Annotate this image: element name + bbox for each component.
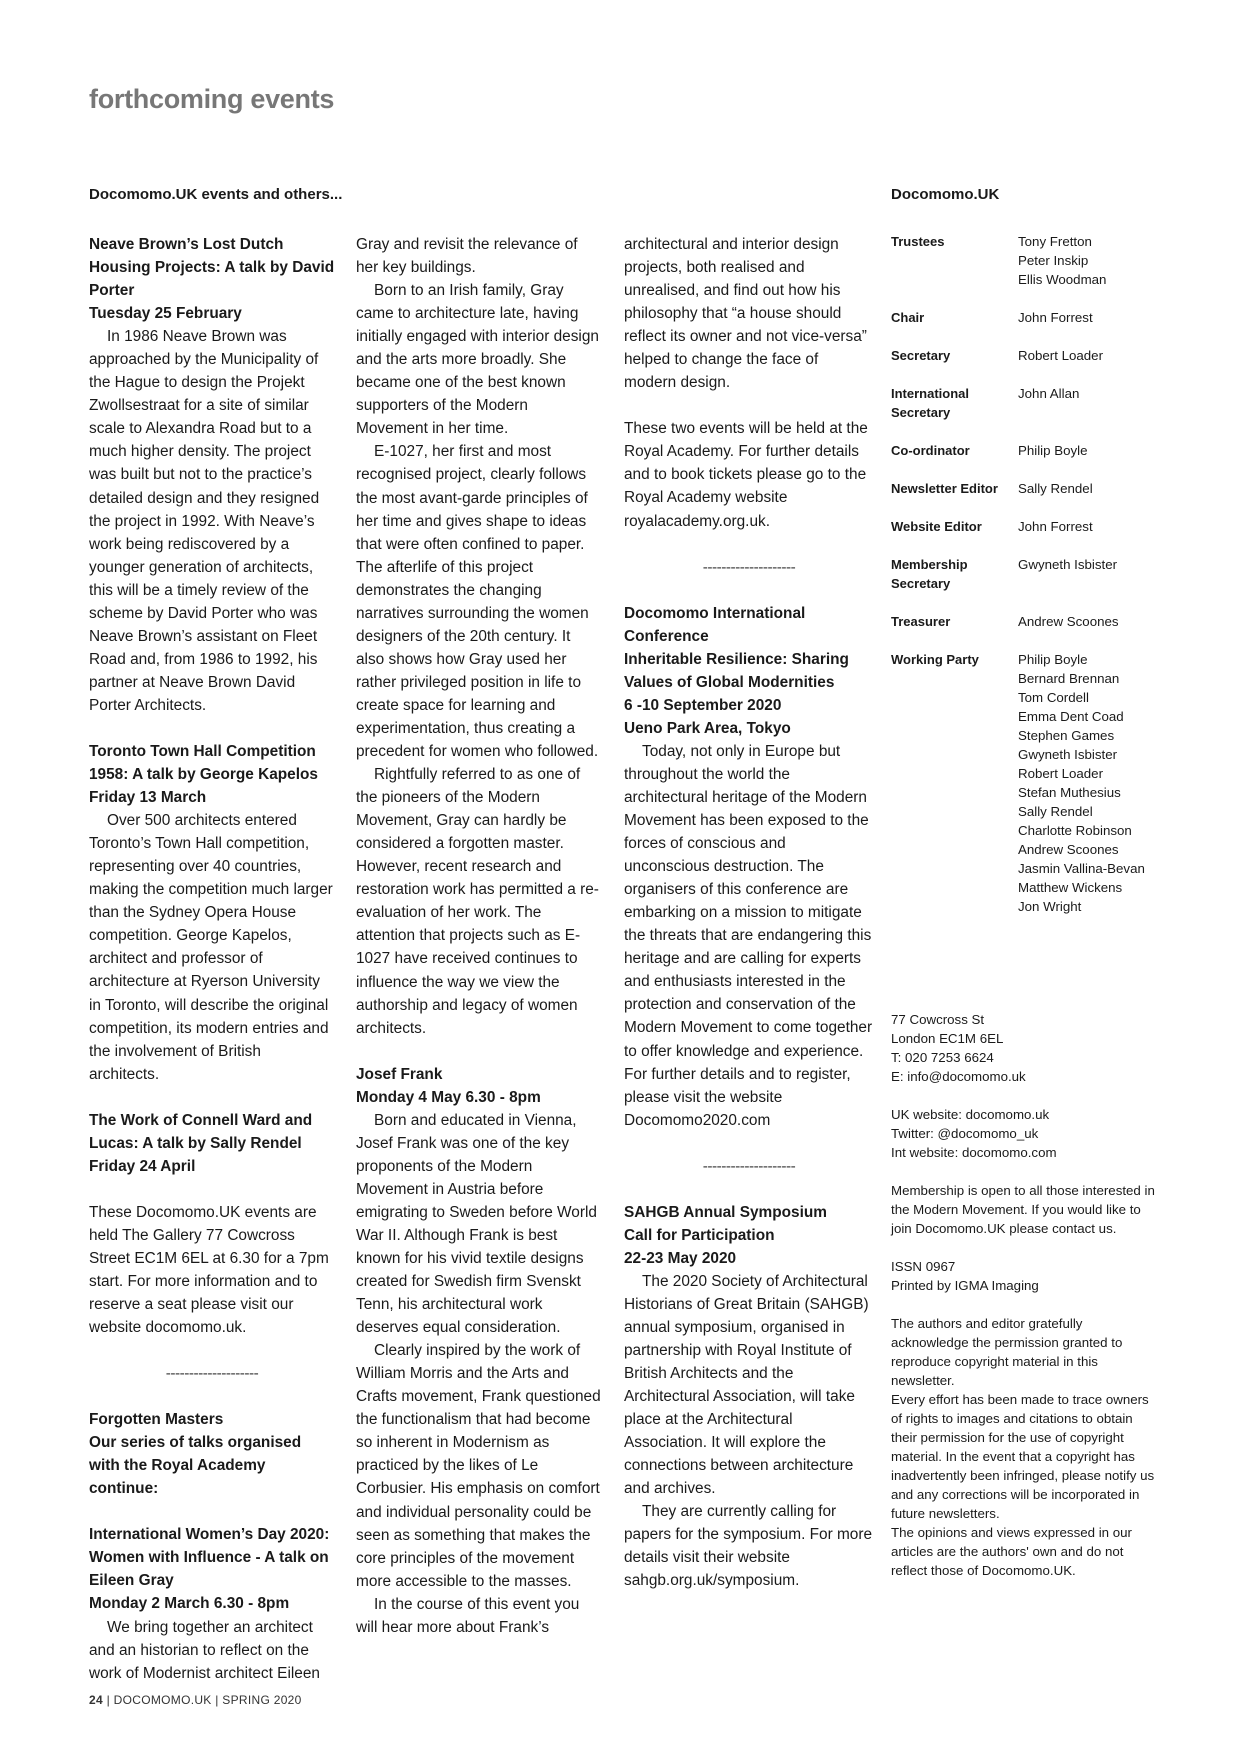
committee-row <box>891 384 1171 422</box>
role-name: Chair <box>891 310 925 325</box>
person-name: Tom Cordell <box>1018 690 1089 705</box>
role-people <box>1018 555 1171 593</box>
divider: -------------------- <box>702 1157 796 1175</box>
role-people <box>1018 346 1171 365</box>
person-name: Sally Rendel <box>1018 804 1093 819</box>
page-number: 24 <box>89 1693 103 1707</box>
event-body: We bring together an architect and an historian to reflect on the work of Modernist architect Eileen <box>89 1618 320 1682</box>
person-name: Sally Rendel <box>1018 481 1093 496</box>
committee-row <box>891 308 1171 327</box>
event-title: International Women’s Day 2020: Women with Influence - A talk on Eileen Gray <box>89 1526 330 1590</box>
venue-note: These Docomomo.UK events are held The Gallery 77 Cowcross Street EC1M 6EL at 6.30 for a 7pm start. For more information and to reserve a seat please visit our website docomomo.uk. <box>89 1203 329 1337</box>
committee-row <box>891 479 1171 498</box>
disclaimer: The opinions and views expressed in our articles are the authors' own and do not reflect those of Docomomo.UK. <box>891 1525 1132 1578</box>
page-footer <box>89 1693 302 1707</box>
twitter-handle: Twitter: @docomomo_uk <box>891 1126 1039 1141</box>
role-people <box>1018 612 1171 631</box>
role-name: Newsletter Editor <box>891 481 998 496</box>
page-title: forthcoming events <box>89 84 335 114</box>
person-name: Stefan Muthesius <box>1018 785 1121 800</box>
person-name: Bernard Brennan <box>1018 671 1120 686</box>
event-body: Over 500 architects entered Toronto’s Town Hall competition, representing over 40 countries, making the competition much larger than the Sydney Opera House competition. George Kapelos, architect and professor of architecture at Ryerson University in Toronto, will describe the original competition, its modern entries and the involvement of British architects. <box>89 812 333 1083</box>
event-date: Monday 2 March 6.30 - 8pm <box>89 1595 290 1613</box>
issn: ISSN 0967 <box>891 1259 956 1274</box>
event-body: E-1027, her first and most recognised project, clearly follows the most avant-garde principles of her time and gives shape to ideas that were often confined to paper. The afterlife of this project demonstrates the changing narratives surrounding the women designers of the 20th century. It also shows how Gray used her rather privileged position in life to create space for learning and experimentation, thus creating a precedent for women who followed. <box>356 443 599 761</box>
person-name: John Forrest <box>1018 310 1093 325</box>
role-name: International Secretary <box>891 386 970 420</box>
committee-row <box>891 232 1171 289</box>
committee-row <box>891 650 1171 916</box>
role-people <box>1018 517 1171 536</box>
divider: -------------------- <box>165 1365 259 1383</box>
person-name: Robert Loader <box>1018 348 1104 363</box>
event-date: Friday 13 March <box>89 789 207 807</box>
role-name: Working Party <box>891 652 979 667</box>
event-body: Clearly inspired by the work of William Morris and the Arts and Crafts movement, Frank questioned the functionalism that had become so inherent in Modernism as practiced by the likes of Le Corbusier. His emphasis on comfort and individual personality could be seen as something that makes the core principles of the movement more accessible to the masses. <box>356 1342 601 1590</box>
person-name: John Allan <box>1018 386 1080 401</box>
divider: -------------------- <box>702 558 796 576</box>
address-line: 77 Cowcross St <box>891 1012 985 1027</box>
event-body: These two events will be held at the Royal Academy. For further details and to book tickets please go to the Royal Academy website royalacademy.org.uk. <box>624 420 868 530</box>
event-location: Ueno Park Area, Tokyo <box>624 719 791 737</box>
events-column-3 <box>624 233 874 1593</box>
event-body: They are currently calling for papers for the symposium. For more details visit their website sahgb.org.uk/symposium. <box>624 1503 873 1590</box>
event-title: Toronto Town Hall Competition 1958: A talk by George Kapelos <box>89 742 318 784</box>
role-name: Website Editor <box>891 519 982 534</box>
event-title: Josef Frank <box>356 1065 443 1083</box>
person-name: Peter Inskip <box>1018 253 1089 268</box>
membership-note: Membership is open to all those interested in the Modern Movement. If you would like to join Docomomo.UK please contact us. <box>891 1183 1155 1236</box>
role-name: Secretary <box>891 348 951 363</box>
series-subtitle: Our series of talks organised with the Royal Academy continue: <box>89 1434 302 1498</box>
event-body: architectural and interior design projects, both realised and unrealised, and find out how his philosophy that “a house should reflect its owner and not vice-versa” helped to change the face of modern design. <box>624 236 867 392</box>
person-name: Jasmin Vallina-Bevan <box>1018 861 1145 876</box>
person-name: Andrew Scoones <box>1018 614 1119 629</box>
person-name: Philip Boyle <box>1018 652 1088 667</box>
committee-row <box>891 517 1171 536</box>
event-date: 6 -10 September 2020 <box>624 696 782 714</box>
email: E: info@docomomo.uk <box>891 1069 1026 1084</box>
event-title: SAHGB Annual Symposium <box>624 1203 827 1221</box>
person-name: Ellis Woodman <box>1018 272 1107 287</box>
role-name: Co-ordinator <box>891 443 970 458</box>
committee-list <box>891 232 1171 935</box>
contact-info <box>891 1010 1161 1580</box>
events-column-2 <box>356 233 602 1639</box>
series-title: Forgotten Masters <box>89 1411 224 1429</box>
phone: T: 020 7253 6624 <box>891 1050 994 1065</box>
address-line: London EC1M 6EL <box>891 1031 1004 1046</box>
role-name: Trustees <box>891 234 945 249</box>
event-body: Today, not only in Europe but throughout the world the architectural heritage of the Modern Movement has been exposed to the forces of conscious and unconscious destruction. The organisers of this conference are embarking on a mission to mitigate the threats that are endangering this heritage and are calling for experts and enthusiasts interested in the protection and conservation of the Modern Movement to come together to offer knowledge and experience. <box>624 742 873 1060</box>
role-people <box>1018 308 1171 327</box>
role-name: Membership Secretary <box>891 557 968 591</box>
event-body: Born to an Irish family, Gray came to architecture late, having initially engaged with interior design and the arts more broadly. She became one of the best known supporters of the Modern Movement in her time. <box>356 282 599 438</box>
event-body: Born and educated in Vienna, Josef Frank was one of the key proponents of the Modern Movement in Austria before emigrating to Sweden before World War II. Although Frank is best known for his vivid textile designs created for Swedish firm Svenskt Tenn, his architectural work deserves equal consideration. <box>356 1111 597 1337</box>
role-name: Treasurer <box>891 614 951 629</box>
person-name: John Forrest <box>1018 519 1093 534</box>
person-name: Philip Boyle <box>1018 443 1088 458</box>
printer: Printed by IGMA Imaging <box>891 1278 1039 1293</box>
committee-row <box>891 441 1171 460</box>
acknowledgement: The authors and editor gratefully acknowledge the permission granted to reproduce copyright material in this newsletter. <box>891 1316 1123 1388</box>
event-body: For further details and to register, please visit the website Docomomo2020.com <box>624 1065 851 1129</box>
committee-row <box>891 346 1171 365</box>
event-title: Docomomo International Conference <box>624 604 806 645</box>
person-name: Emma Dent Coad <box>1018 709 1124 724</box>
int-website: Int website: docomomo.com <box>891 1145 1057 1160</box>
event-subtitle: Inheritable Resilience: Sharing Values of Global Modernities <box>624 650 849 691</box>
event-date: Monday 4 May 6.30 - 8pm <box>356 1088 541 1106</box>
events-column-header: Docomomo.UK events and others... <box>89 186 343 203</box>
committee-row <box>891 612 1171 631</box>
role-people <box>1018 441 1171 460</box>
event-date: Tuesday 25 February <box>89 305 242 323</box>
role-people <box>1018 650 1171 916</box>
person-name: Tony Fretton <box>1018 234 1092 249</box>
person-name: Robert Loader <box>1018 766 1104 781</box>
event-body: In the course of this event you will hear more about Frank’s <box>356 1595 580 1636</box>
copyright-note: Every effort has been made to trace owners of rights to images and citations to obtain their permission for the use of copyright material. In the event that a copyright has inadvertently been infringed, please notify us and any corrections will be incorporated in future newsletters. <box>891 1392 1155 1521</box>
event-body: In 1986 Neave Brown was approached by the Municipality of the Hague to design the Projekt Zwollsestraat for a site of similar scale to Alexandra Road but to a much higher density. The project was built but not to the practice’s detailed design and they resigned the project in 1992. With Neave’s work being rediscovered by a younger generation of architects, this will be a timely review of the scheme by David Porter who was Neave Brown’s assistant on Fleet Road and, from 1986 to 1992, his partner at Neave Brown David Porter Architects. <box>89 328 320 714</box>
role-people <box>1018 384 1171 422</box>
sidebar-header: Docomomo.UK <box>891 186 1000 203</box>
person-name: Jon Wright <box>1018 899 1082 914</box>
person-name: Matthew Wickens <box>1018 880 1123 895</box>
person-name: Gwyneth Isbister <box>1018 557 1118 572</box>
person-name: Andrew Scoones <box>1018 842 1119 857</box>
uk-website: UK website: docomomo.uk <box>891 1107 1050 1122</box>
event-body: Gray and revisit the relevance of her key buildings. <box>356 236 578 277</box>
person-name: Stephen Games <box>1018 728 1115 743</box>
event-title: Neave Brown’s Lost Dutch Housing Projects: A talk by David Porter <box>89 236 335 300</box>
footer-text: | DOCOMOMO.UK | SPRING 2020 <box>102 1693 302 1707</box>
event-body: Rightfully referred to as one of the pioneers of the Modern Movement, Gray can hardly be considered a forgotten master. However, recent research and restoration work has permitted a re-evaluation of her work. The attention that projects such as E-1027 have received continues to influence the way we view the authorship and legacy of women architects. <box>356 766 599 1037</box>
person-name: Charlotte Robinson <box>1018 823 1132 838</box>
event-date: Friday 24 April <box>89 1157 196 1175</box>
events-column-1 <box>89 233 335 1685</box>
committee-row <box>891 555 1171 593</box>
event-date: 22-23 May 2020 <box>624 1249 737 1267</box>
event-subtitle: Call for Participation <box>624 1226 775 1244</box>
event-body: The 2020 Society of Architectural Historians of Great Britain (SAHGB) annual symposium, organised in partnership with Royal Institute of British Architects and the Architectural Association, will take place at the Architectural Association. It will explore the connections between architecture and archives. <box>624 1272 869 1498</box>
role-people <box>1018 479 1171 498</box>
event-title: The Work of Connell Ward and Lucas: A talk by Sally Rendel <box>89 1111 313 1152</box>
role-people <box>1018 232 1171 289</box>
person-name: Gwyneth Isbister <box>1018 747 1118 762</box>
